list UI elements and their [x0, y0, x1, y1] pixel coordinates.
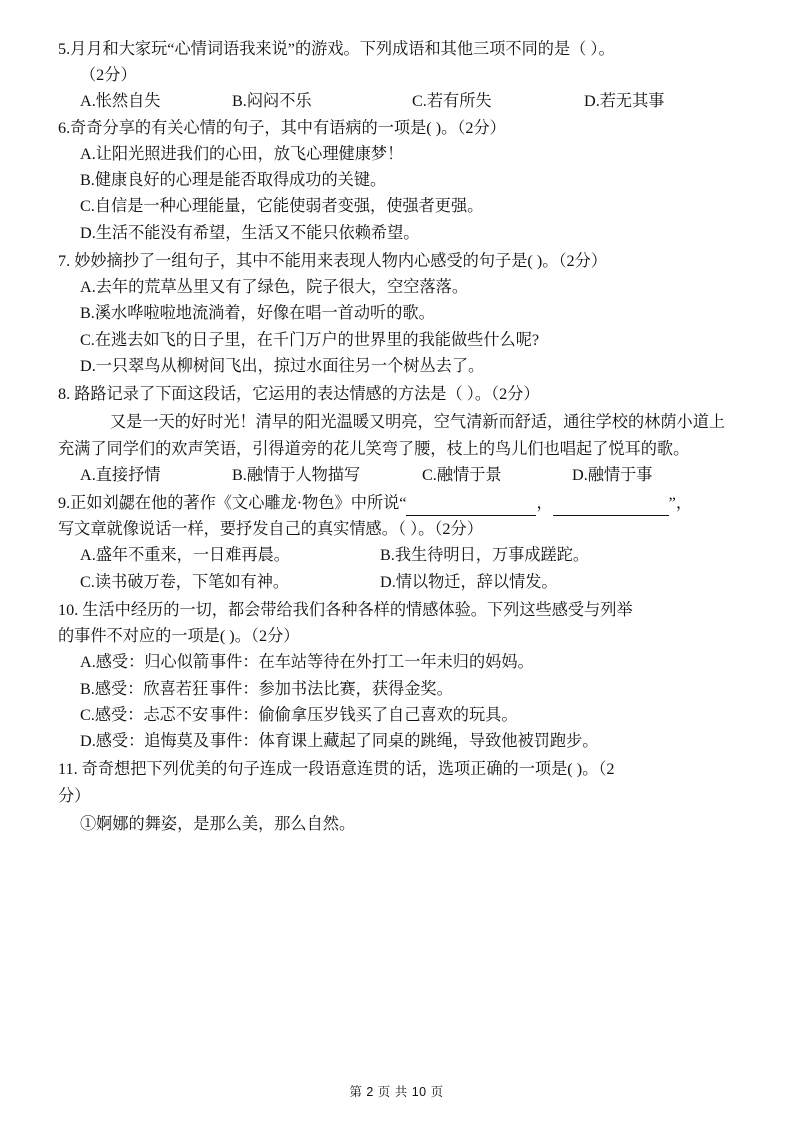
question-10-stem: 10. 生活中经历的一切，都会带给我们各种各样的情感体验。下列这些感受与列举 — [58, 600, 633, 619]
option-a[interactable]: A.怅然自失 — [80, 92, 161, 111]
question-5-options — [58, 88, 735, 114]
question-5-stem: 5.月月和大家玩“心情词语我来说”的游戏。下列成语和其他三项不同的是（ ）。 — [58, 40, 615, 58]
option-d[interactable]: D.融情于事 — [572, 465, 653, 484]
option-b-feeling: B.感受：欣喜若狂 — [80, 679, 209, 698]
question-7-option-d[interactable]: D.一只翠鸟从柳树间飞出，掠过水面往另一个树丛去了。 — [80, 356, 485, 375]
question-6-option-a[interactable]: A.让阳光照进我们的心田，放飞心理健康梦！ — [80, 144, 404, 163]
question-9-stem-comma: ， — [536, 493, 553, 512]
option-c-event: 事件：偷偷拿压岁钱买了自己喜欢的玩具。 — [210, 705, 518, 724]
question-9-options-row2 — [58, 569, 735, 595]
option-c[interactable]: C.若有所失 — [412, 92, 492, 111]
question-6-option-c[interactable]: C.自信是一种心理能量，它能使弱者变强，使强者更强。 — [80, 197, 484, 216]
question-7-option-b[interactable]: B.溪水哗啦啦地流淌着，好像在唱一首动听的歌。 — [80, 304, 435, 323]
question-6-option-d[interactable]: D.生活不能没有希望，生活又不能只依赖希望。 — [80, 223, 420, 242]
option-b[interactable]: B.我生待明日，万事成蹉跎。 — [380, 546, 590, 565]
question-9-stem — [58, 490, 735, 516]
option-b[interactable]: B.闷闷不乐 — [232, 92, 312, 111]
question-6-stem: 6.奇奇分享的有关心情的句子，其中有语病的一项是( )。（2分） — [58, 118, 506, 137]
option-c[interactable]: C.融情于景 — [422, 465, 502, 484]
question-5-score: （2分） — [80, 66, 137, 85]
question-7-option-c[interactable]: C.在逃去如飞的日子里，在千门万户的世界里的我能做些什么呢? — [80, 330, 540, 349]
question-6-option-b[interactable]: B.健康良好的心理是能否取得成功的关键。 — [80, 171, 387, 190]
question-9-stem-part1: 9.正如刘勰在他的著作《文心雕龙·物色》中所说“ — [58, 493, 407, 512]
question-8-passage: 又是一天的好时光！清早的阳光温暖又明亮，空气清新而舒适，通往学校的林荫小道上充满了同学们的欢声笑语，引得道旁的花儿笑弯了腰，枝上的鸟儿们也唱起了悦耳的歌。 — [58, 413, 726, 458]
question-10-option-a[interactable] — [58, 649, 735, 675]
question-11-item-1: ①婀娜的舞姿，是那么美，那么自然。 — [80, 814, 356, 833]
option-c-feeling: C.感受：忐忑不安 — [80, 705, 209, 724]
option-a[interactable]: A.直接抒情 — [80, 465, 161, 484]
answer-blank-2[interactable] — [553, 515, 669, 516]
option-b[interactable]: B.融情于人物描写 — [232, 465, 361, 484]
question-9-options-row1 — [58, 542, 735, 568]
option-d[interactable]: D.若无其事 — [584, 92, 665, 111]
question-8-options — [58, 462, 735, 488]
question-9-stem-line2: 写文章就像说话一样，要抒发自己的真实情感。（ ）。（2分） — [58, 520, 483, 539]
option-a-feeling: A.感受：归心似箭 — [80, 653, 210, 672]
option-d[interactable]: D.情以物迁，辞以情发。 — [380, 572, 558, 591]
option-d-feeling: D.感受：追悔莫及 — [80, 732, 210, 751]
page-footer: 第 2 页 共 10 页 — [349, 1085, 444, 1099]
question-11-stem-line2: 分） — [58, 786, 91, 805]
question-9-stem-part3: ”， — [668, 493, 693, 512]
question-11-stem: 11. 奇奇想把下列优美的句子连成一段语意连贯的话，选项正确的一项是( )。（2 — [58, 760, 615, 779]
option-c[interactable]: C.读书破万卷，下笔如有神。 — [80, 572, 290, 591]
question-10-stem-line2: 的事件不对应的一项是( )。（2分） — [58, 627, 300, 646]
question-10-option-d[interactable] — [58, 728, 735, 754]
option-b-event: 事件：参加书法比赛，获得金奖。 — [210, 679, 453, 698]
option-d-event: 事件：体育课上藏起了同桌的跳绳，导致他被罚跑步。 — [210, 732, 599, 751]
option-a-event: 事件：在车站等待在外打工一年未归的妈妈。 — [210, 653, 534, 672]
question-10-option-c[interactable] — [58, 702, 735, 728]
question-7-option-a[interactable]: A.去年的荒草丛里又有了绿色，院子很大，空空落落。 — [80, 278, 469, 297]
question-10-option-b[interactable] — [58, 676, 735, 702]
question-8-stem: 8. 路路记录了下面这段话，它运用的表达情感的方法是（ ）。（2分） — [58, 385, 540, 404]
option-a[interactable]: A.盛年不重来，一日难再晨。 — [80, 546, 290, 565]
question-7-stem: 7. 妙妙摘抄了一组句子，其中不能用来表现人物内心感受的句子是( )。（2分） — [58, 251, 608, 270]
